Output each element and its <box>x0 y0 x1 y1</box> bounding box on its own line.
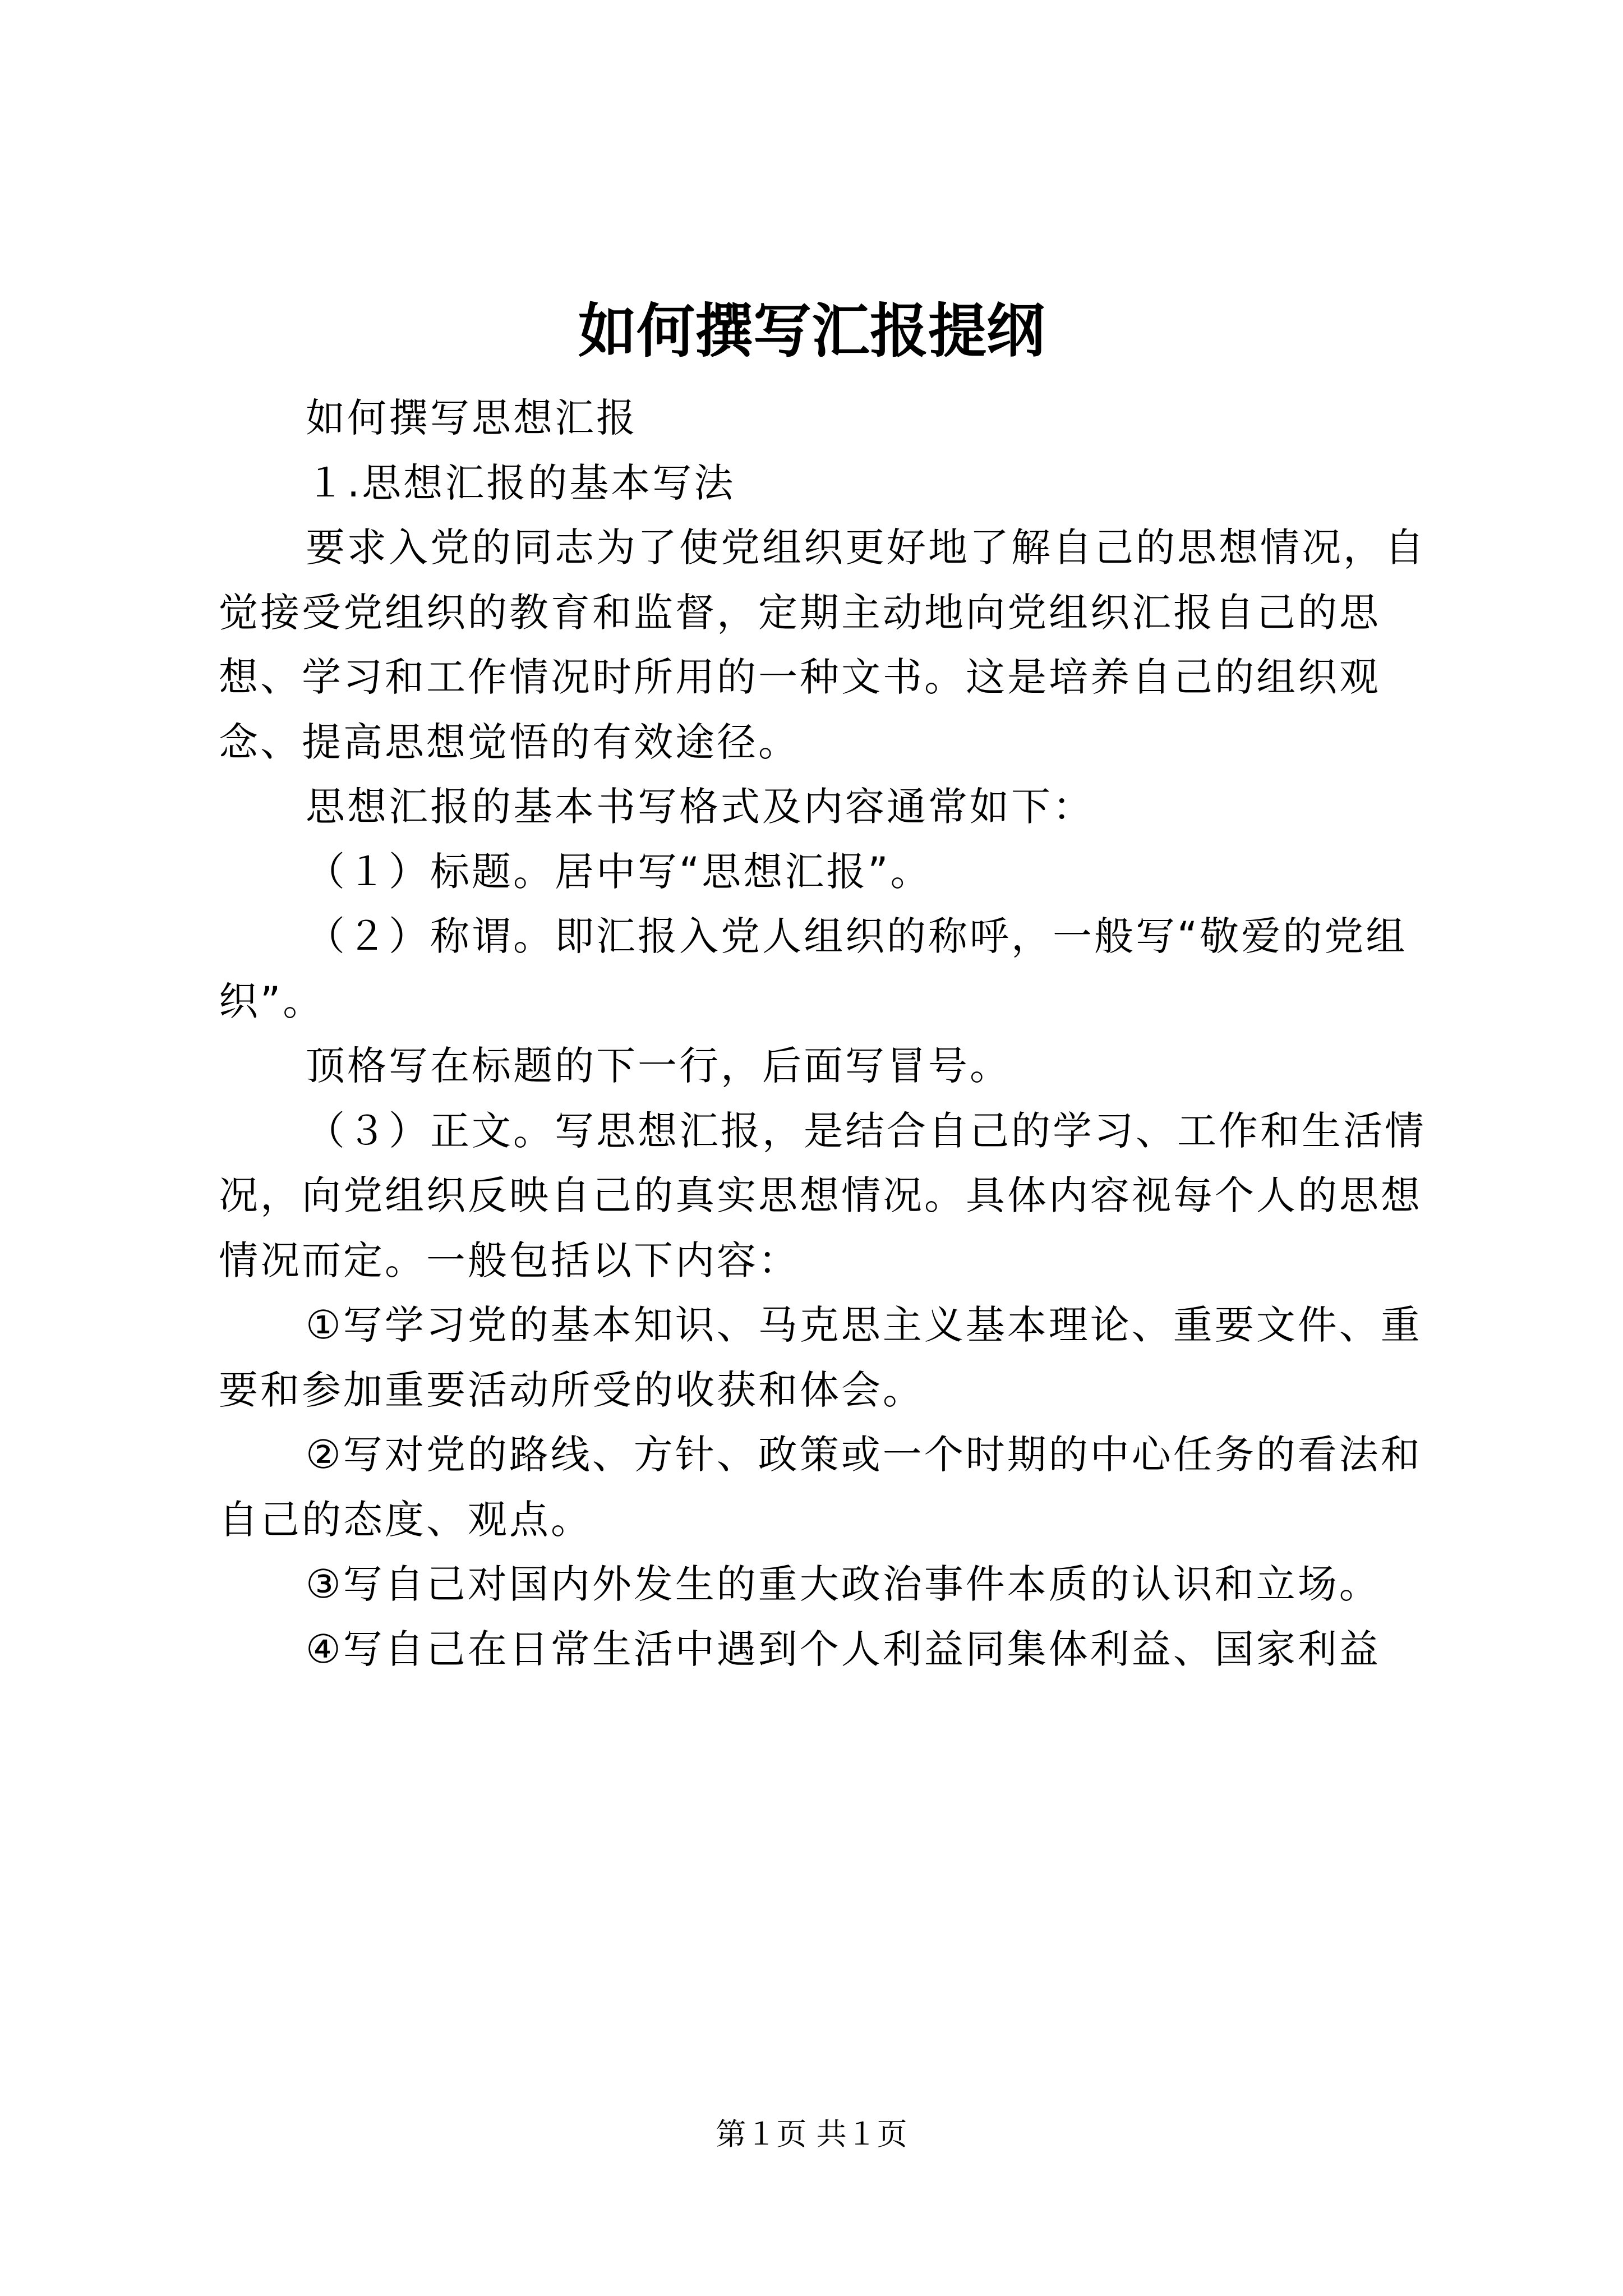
paragraph: ①写学习党的基本知识、马克思主义基本理论、重要文件、重要和参加重要活动所受的收获和体会。 <box>219 1302 1422 1413</box>
paragraph: 顶格写在标题的下一行，后面写冒号。 <box>306 1043 1011 1089</box>
paragraph: ③写自己对国内外发生的重大政治事件本质的认识和立场。 <box>306 1561 1381 1607</box>
paragraph: （３）正文。写思想汇报，是结合自己的学习、工作和生活情况，向党组织反映自己的真实思想情况。具体内容视每个人的思想情况而定。一般包括以下内容： <box>219 1107 1426 1283</box>
paragraph: 如何撰写思想汇报 <box>306 395 638 441</box>
paragraph: ④写自己在日常生活中遇到个人利益同集体利益、国家利益 <box>306 1626 1381 1672</box>
paragraph: （１）标题。居中写“思想汇报”。 <box>306 848 932 895</box>
page-footer: 第１页 共１页 <box>716 2116 907 2152</box>
document-body <box>219 386 1430 1682</box>
paragraph: 思想汇报的基本书写格式及内容通常如下： <box>306 784 1094 830</box>
paragraph: １.思想汇报的基本写法 <box>306 459 736 506</box>
paragraph: ②写对党的路线、方针、政策或一个时期的中心任务的看法和自己的态度、观点。 <box>219 1432 1422 1543</box>
paragraph: 要求入党的同志为了使党组织更好地了解自己的思想情况，自觉接受党组织的教育和监督，定期主动地向党组织汇报自己的思想、学习和工作情况时所用的一种文书。这是培养自己的组织观念、提高思想觉悟的有效途径。 <box>219 524 1426 765</box>
paragraph: （２）称谓。即汇报入党人组织的称呼，一般写“敬爱的党组织”。 <box>219 913 1408 1024</box>
document-title: 如何撰写汇报提纲 <box>578 296 1045 365</box>
